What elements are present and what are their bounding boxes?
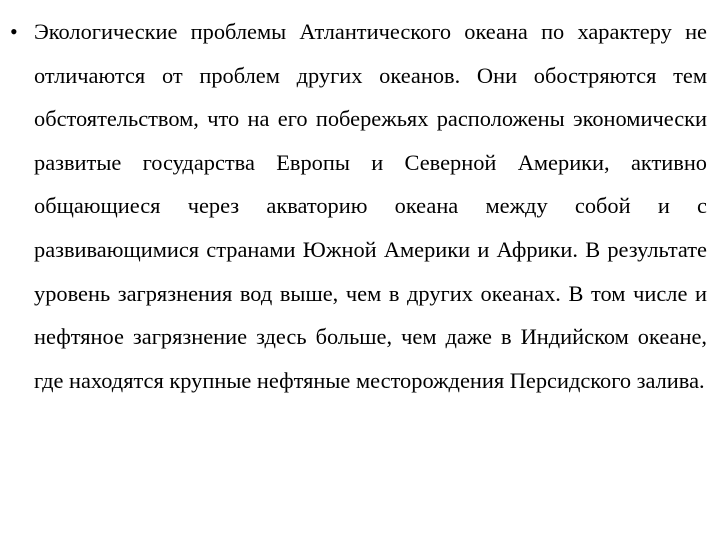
bullet-marker: •	[10, 19, 18, 44]
body-paragraph: Экологические проблемы Атлантического океана по характеру не отличаются от проблем других океанов. Они обостряются тем обстоятельством, что на его побережьях расположены экономически развитые государства Европы и Северной Америки, активно общающиеся через акваторию океана между собой и с развивающимися странами Южной Америки и Африки. В результате уровень загрязнения вод выше, чем в других океанах. В том числе и нефтяное загрязнение здесь больше, чем даже в Индийском океане, где находятся крупные нефтяные месторождения Персидского залива.	[34, 19, 707, 393]
